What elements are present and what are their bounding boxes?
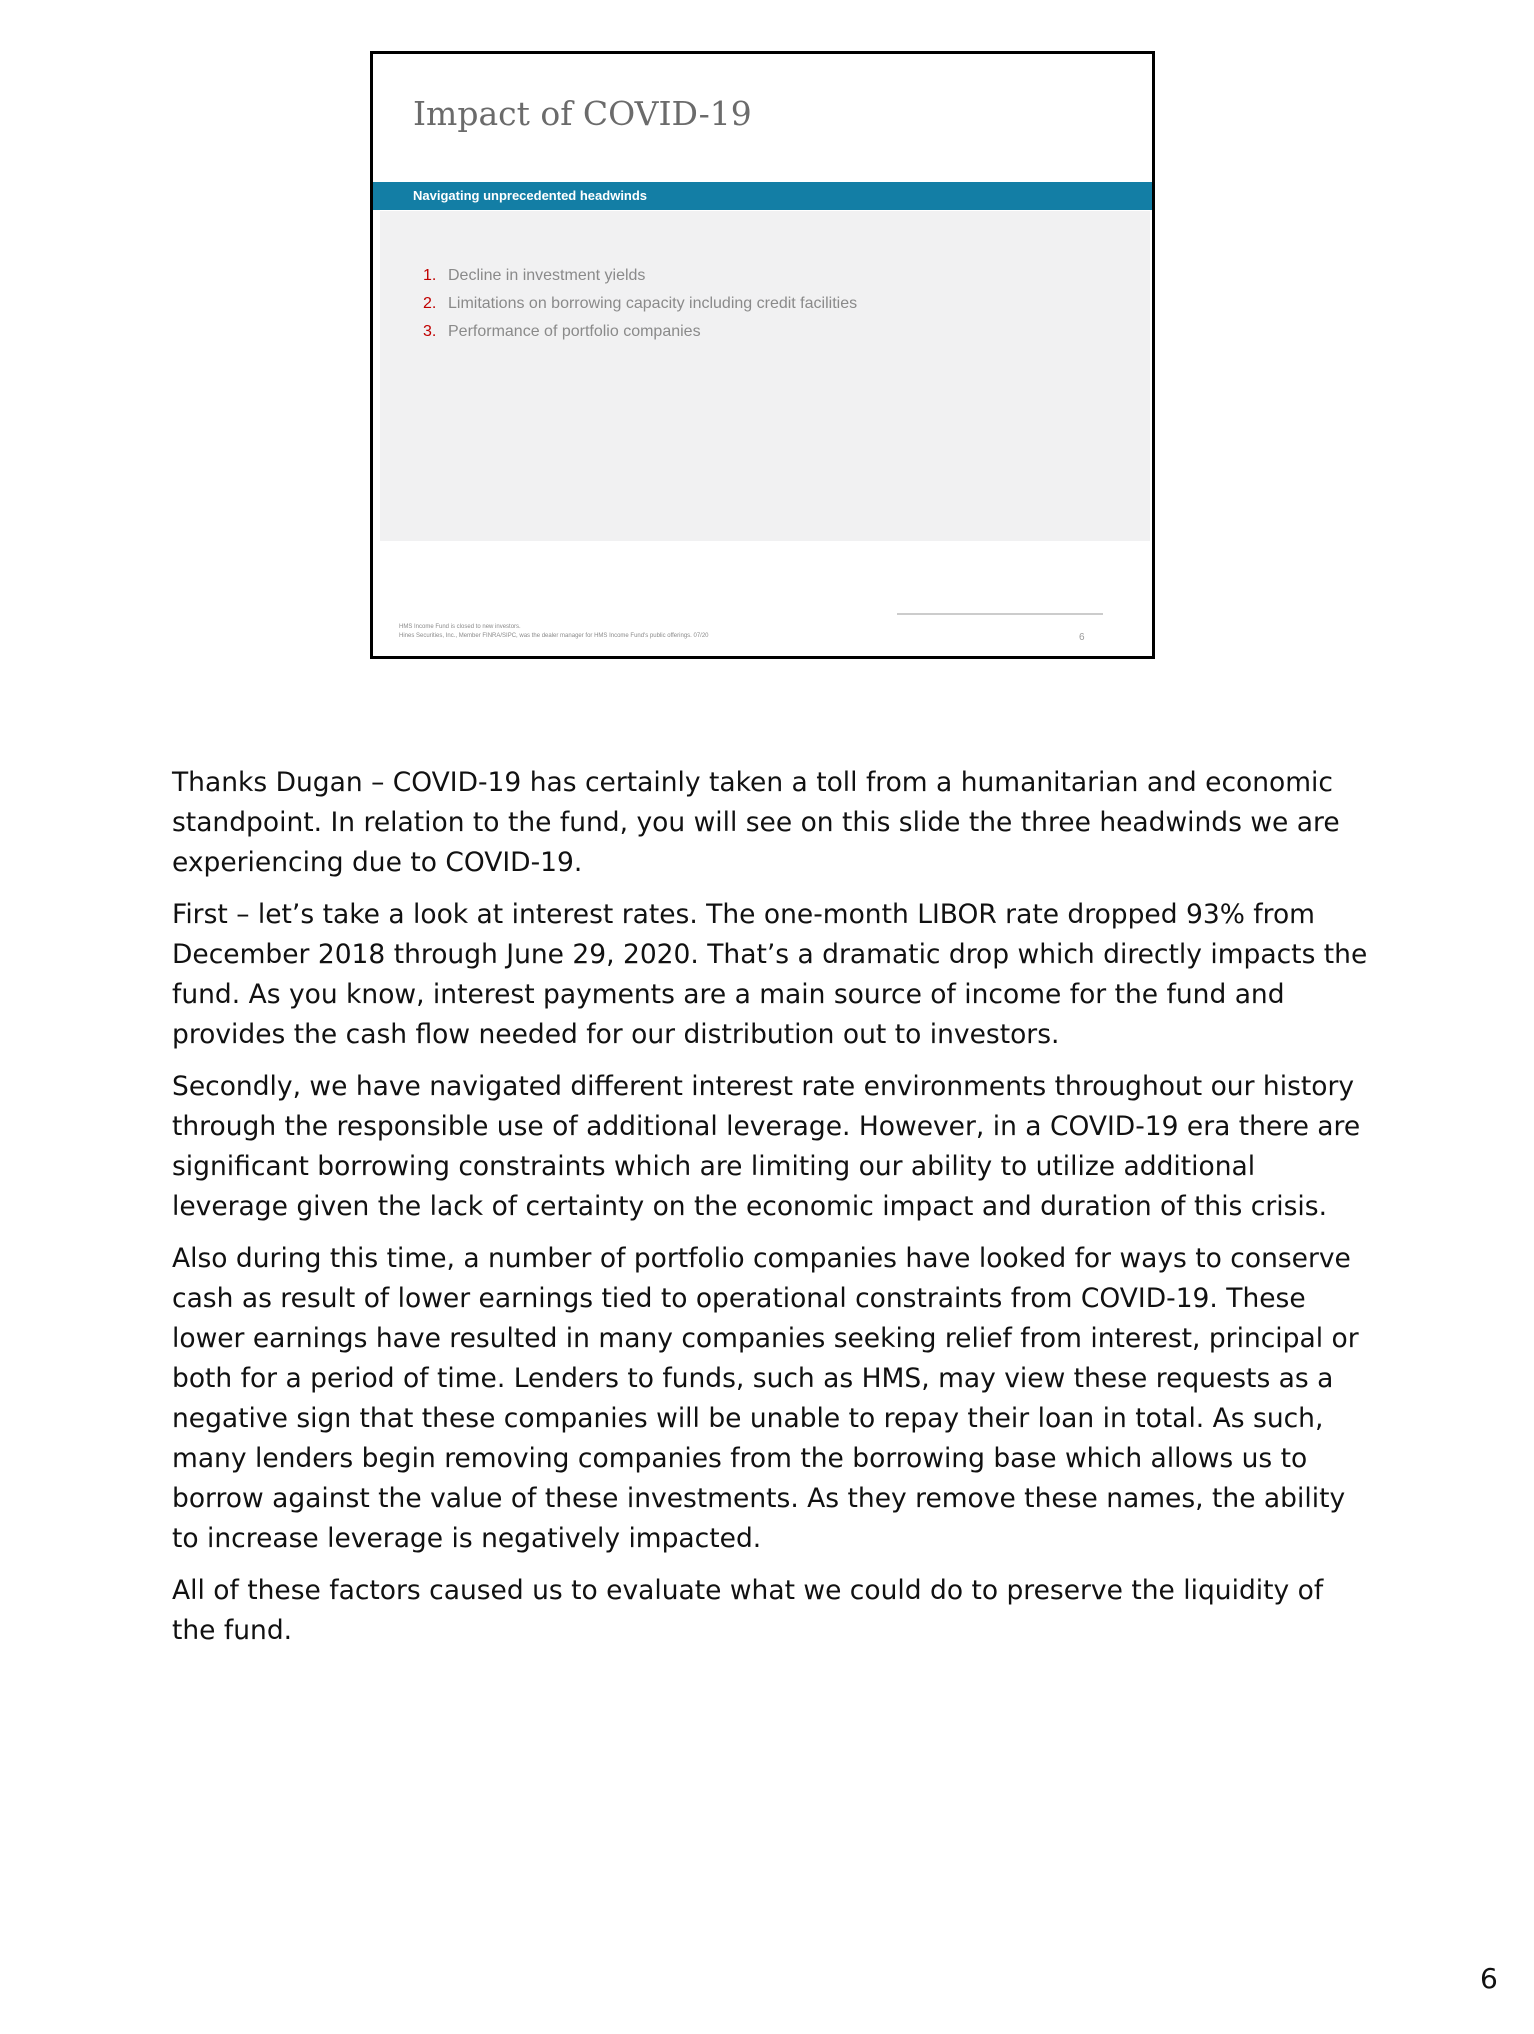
list-item-text: Performance of portfolio companies [448,323,701,340]
list-item-text: Decline in investment yields [448,267,646,284]
list-item-text: Limitations on borrowing capacity including credit facilities [448,295,858,312]
slide-title: Impact of COVID-19 [413,94,752,133]
slide-number: 6 [1079,632,1085,643]
list-item-number: 1. [423,267,437,284]
list-item-number: 2. [423,295,437,312]
list-item [423,290,857,318]
slide-thumbnail [370,51,1155,659]
list-item-number: 3. [423,323,437,340]
slide-disclaimer-line: HMS Income Fund is closed to new investors. [399,624,521,630]
speaker-notes [172,763,1372,1663]
slide-disclaimer-line: Hines Securities, Inc., Member FINRA/SIPC, was the dealer manager for HMS Income Fund's public offerings. 07/20 [399,633,709,639]
list-item [423,318,857,346]
slide-disclaimer [399,623,709,641]
page-number: 6 [1480,1962,1498,1995]
notes-paragraph: Also during this time, a number of portfolio companies have looked for ways to conserve cash as result of lower earnings tied to operational constraints from COVID-19. These lower earnings have resulted in many companies seeking relief from interest, principal or both for a period of time. Lenders to funds, such as HMS, may view these requests as a negative sign that these companies will be unable to repay their loan in total. As such, many lenders begin removing companies from the borrowing base which allows us to borrow against the value of these investments. As they remove these names, the ability to increase leverage is negatively impacted. [172,1243,1359,1554]
notes-paragraph: All of these factors caused us to evaluate what we could do to preserve the liquidity of the fund. [172,1575,1324,1646]
notes-paragraph: First – let’s take a look at interest rates. The one-month LIBOR rate dropped 93% from December 2018 through June 29, 2020. That’s a dramatic drop which directly impacts the fund. As you know, interest payments are a main source of income for the fund and provides the cash flow needed for our distribution out to investors. [172,899,1368,1050]
slide-subtitle: Navigating unprecedented headwinds [413,188,648,203]
notes-paragraph: Thanks Dugan – COVID-19 has certainly taken a toll from a humanitarian and economic standpoint. In relation to the fund, you will see on this slide the three headwinds we are experiencing due to COVID-19. [172,767,1340,878]
notes-paragraph: Secondly, we have navigated different interest rate environments throughout our history through the responsible use of additional leverage. However, in a COVID-19 era there are significant borrowing constraints which are limiting our ability to utilize additional leverage given the lack of certainty on the economic impact and duration of this crisis. [172,1071,1361,1222]
list-item [423,262,857,290]
slide-content-area [380,211,1150,541]
slide-subtitle-band [373,182,1152,210]
headwinds-list [423,262,857,346]
slide-divider [897,613,1103,615]
